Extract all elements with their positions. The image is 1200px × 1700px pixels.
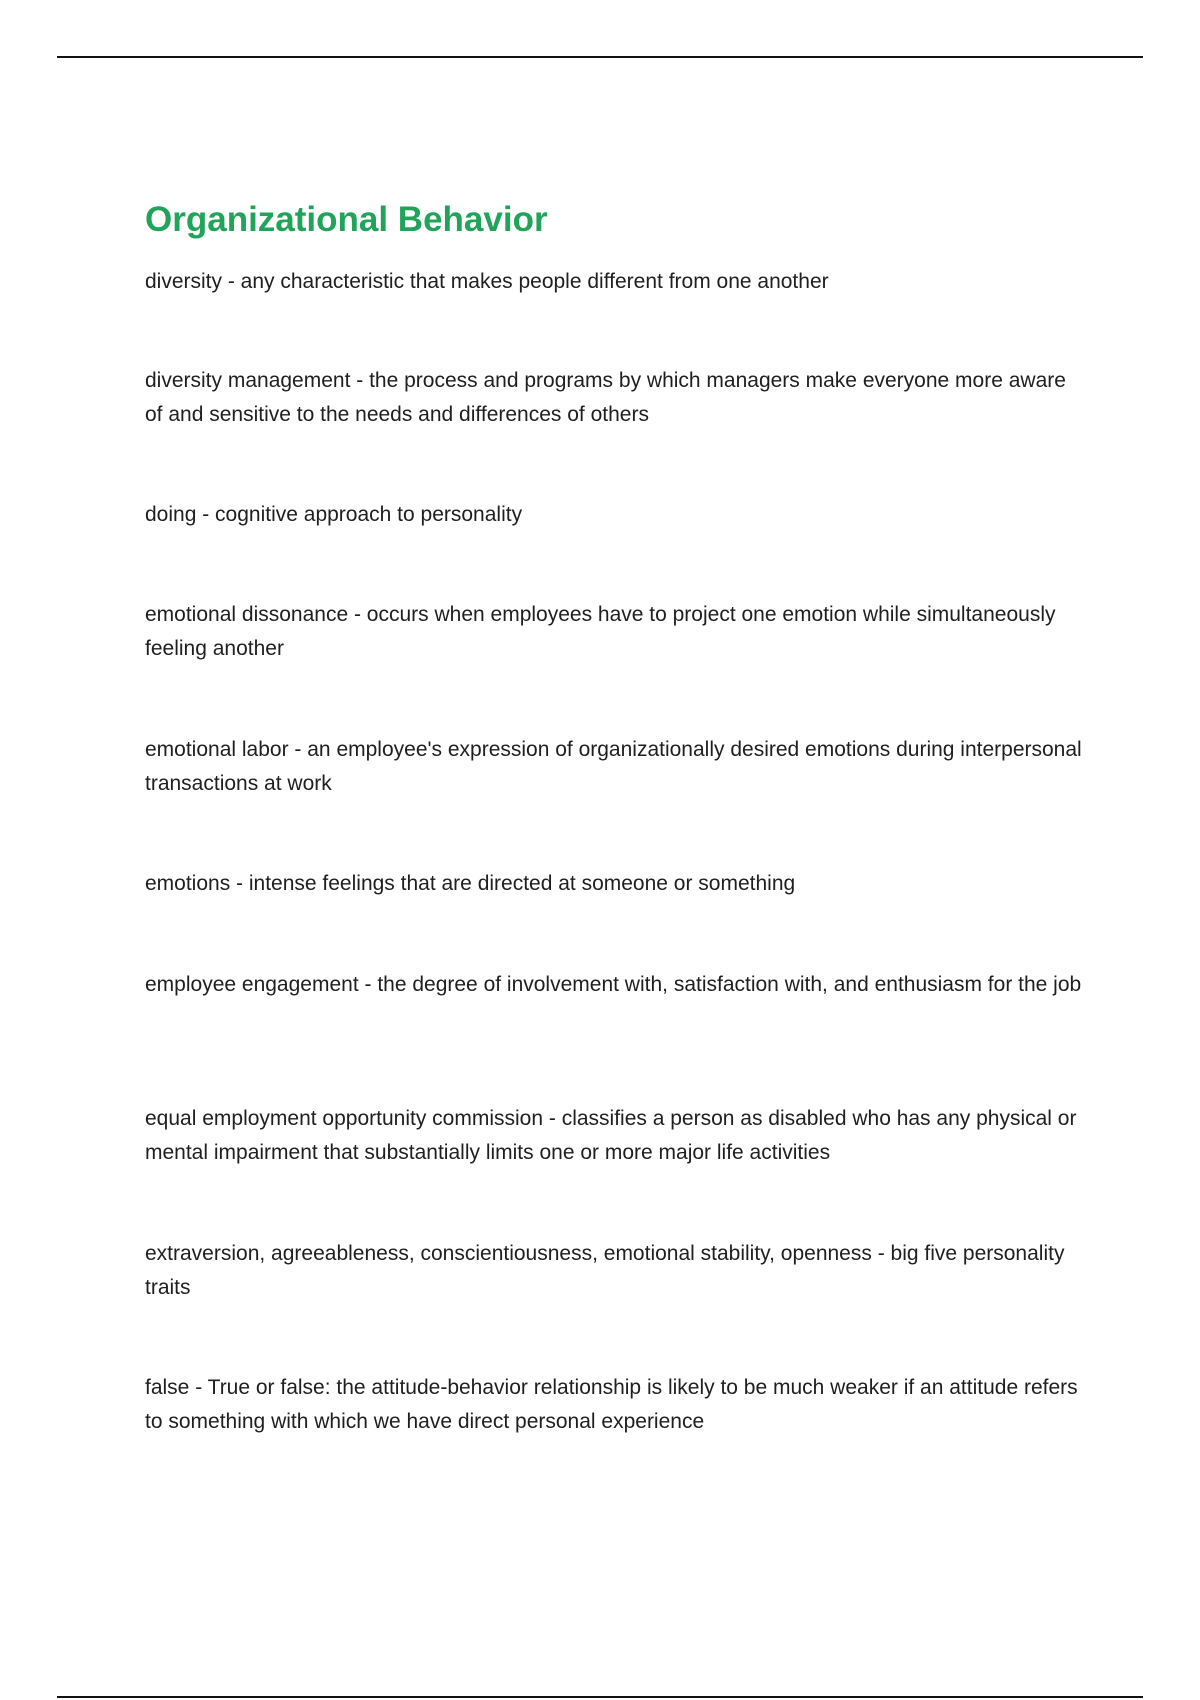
glossary-entry: emotional labor - an employee's expression of organizationally desired emotions during interpersonal transactions at work <box>145 738 1082 795</box>
glossary-entry: doing - cognitive approach to personality <box>145 503 523 526</box>
glossary-entry: extraversion, agreeableness, conscientiousness, emotional stability, openness - big five personality traits <box>145 1242 1065 1299</box>
glossary-entry: equal employment opportunity commission - classifies a person as disabled who has any physical or mental impairment that substantially limits one or more major life activities <box>145 1107 1077 1164</box>
glossary-entry: diversity management - the process and programs by which managers make everyone more aware of and sensitive to the needs and differences of others <box>145 369 1066 426</box>
glossary-entry: diversity - any characteristic that makes people different from one another <box>145 270 829 293</box>
glossary-entry: employee engagement - the degree of involvement with, satisfaction with, and enthusiasm for the job <box>145 973 1082 996</box>
page-title: Organizational Behavior <box>145 200 548 239</box>
footer-rule <box>57 1696 1143 1698</box>
glossary-entry: emotions - intense feelings that are directed at someone or something <box>145 872 796 895</box>
header-rule <box>57 56 1143 58</box>
glossary-entry: emotional dissonance - occurs when employees have to project one emotion while simultaneously feeling another <box>145 603 1056 660</box>
glossary-entry: false - True or false: the attitude-behavior relationship is likely to be much weaker if an attitude refers to something with which we have direct personal experience <box>145 1376 1078 1433</box>
